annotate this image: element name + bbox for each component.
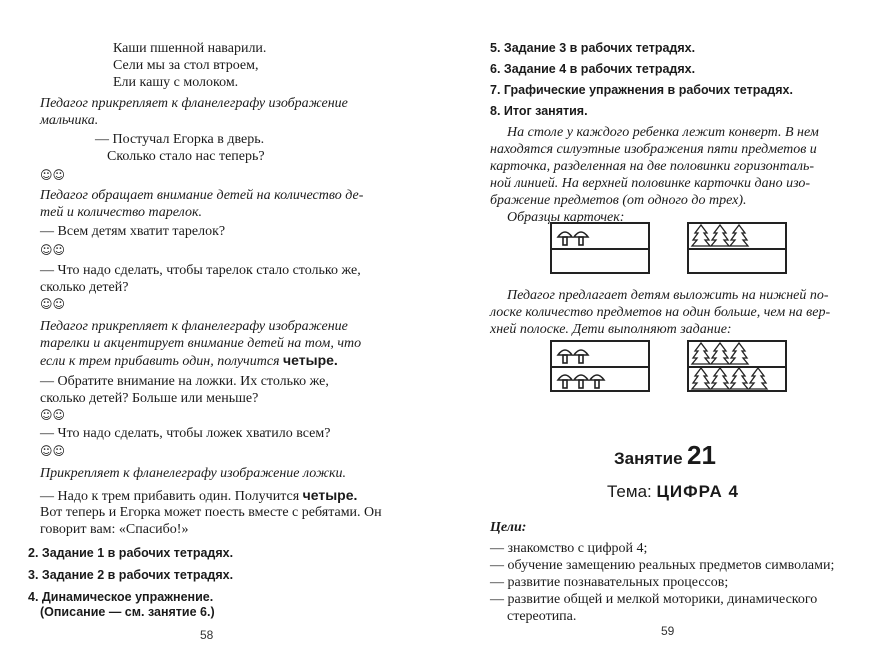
- task-item: 4. Динамическое упражнение.: [28, 590, 214, 604]
- instruction-text: находятся силуэтные изображения пяти предметов и: [490, 142, 817, 157]
- poem-line-3: Ели кашу с молоком.: [113, 75, 239, 90]
- dialogue-line: — Всем детям хватит тарелок?: [40, 224, 226, 239]
- dialogue-line: говорит вам: «Спасибо!»: [40, 522, 189, 537]
- goals-title: Цели:: [490, 520, 527, 535]
- dialogue-line: — Обратите внимание на ложки. Их столько же,: [40, 374, 329, 389]
- smiley-icon: ☺☺: [40, 243, 66, 257]
- dialogue-line: Вот теперь и Егорка может поесть вместе с ребятами. Он: [40, 505, 382, 520]
- task-item: 3. Задание 2 в рабочих тетрадях.: [28, 568, 234, 582]
- dialogue-line: — Постучал Егорка в дверь.: [95, 132, 265, 147]
- instruction-text: тей и количество тарелок.: [40, 205, 202, 220]
- dialogue-line: — Что надо сделать, чтобы ложек хватило всем?: [40, 426, 331, 441]
- dialogue-line: — Что надо сделать, чтобы тарелок стало столько же,: [40, 263, 361, 278]
- dialogue-line: — Надо к трем прибавить один. Получится четыре.: [40, 487, 358, 504]
- tree-icons: [689, 224, 785, 248]
- goal-item: — развитие познавательных процессов;: [490, 575, 729, 590]
- instruction-text: Педагог прикрепляет к фланелеграфу изображение: [40, 319, 348, 334]
- sample-card-trees: [687, 222, 787, 274]
- mushroom-icons: [552, 225, 648, 249]
- bold-word: четыре.: [302, 487, 358, 503]
- instruction-text: мальчика.: [40, 113, 99, 128]
- dialogue-line: сколько детей?: [40, 280, 129, 295]
- lesson-theme: Тема: ЦИФРА 4: [607, 482, 739, 501]
- instruction-text: если к трем прибавить один, получится четыре.: [40, 352, 338, 369]
- task-item: 6. Задание 4 в рабочих тетрадях.: [490, 62, 696, 76]
- instruction-text: На столе у каждого ребенка лежит конверт. В нем: [507, 125, 819, 140]
- task-item: 7. Графические упражнения в рабочих тетрадях.: [490, 83, 793, 97]
- smiley-icon: ☺☺: [40, 408, 66, 422]
- smiley-icon: ☺☺: [40, 444, 66, 458]
- lesson-heading: Занятие 21: [614, 440, 716, 470]
- instruction-text: карточка, разделенная на две половинки горизонталь-: [490, 159, 815, 174]
- goal-item: — развитие общей и мелкой моторики, динамического: [490, 592, 818, 607]
- instruction-text: ной линией. На верхней половинке карточки дано изо-: [490, 176, 811, 191]
- poem-line-2: Сели мы за стол втроем,: [113, 58, 259, 73]
- mushroom-icons: [552, 343, 648, 367]
- goal-item: — обучение замещению реальных предметов символами;: [490, 558, 835, 573]
- bold-word: четыре.: [283, 352, 338, 368]
- poem-line-1: Каши пшенной наварили.: [113, 41, 267, 56]
- sample-card-mushrooms: [550, 222, 650, 274]
- instruction-text: Прикрепляет к фланелеграфу изображение ложки.: [40, 466, 347, 481]
- samples-label: Образцы карточек:: [507, 210, 625, 225]
- smiley-icon: ☺☺: [40, 168, 66, 182]
- smiley-icon: ☺☺: [40, 297, 66, 311]
- instruction-text: бражение предметов (от одного до трех).: [490, 193, 747, 208]
- right-page: [440, 0, 880, 670]
- task-item: (Описание — см. занятие 6.): [40, 605, 215, 619]
- instruction-text: Педагог обращает внимание детей на количество де-: [40, 188, 364, 203]
- instruction-text: лоске количество предметов на один больше, чем на вер-: [490, 305, 831, 320]
- page-number: 58: [200, 628, 214, 642]
- dialogue-line: сколько детей? Больше или меньше?: [40, 391, 259, 406]
- tree-icons: [689, 342, 785, 366]
- instruction-text: Педагог предлагает детям выложить на нижней по-: [507, 288, 829, 303]
- instruction-text: Педагог прикрепляет к фланелеграфу изображение: [40, 96, 348, 111]
- goal-item: стереотипа.: [507, 609, 577, 624]
- goal-item: — знакомство с цифрой 4;: [490, 541, 648, 556]
- page-number: 59: [661, 624, 675, 638]
- task-item: 2. Задание 1 в рабочих тетрадях.: [28, 546, 234, 560]
- dialogue-line: Сколько стало нас теперь?: [107, 149, 265, 164]
- mushroom-icons: [552, 368, 648, 392]
- instruction-text: тарелки и акцентирует внимание детей на том, что: [40, 336, 362, 351]
- result-card-mushrooms: [550, 340, 650, 392]
- task-item: 5. Задание 3 в рабочих тетрадях.: [490, 41, 696, 55]
- tree-icons: [689, 367, 785, 391]
- instruction-text: хней полоске. Дети выполняют задание:: [490, 322, 732, 337]
- task-item: 8. Итог занятия.: [490, 104, 588, 118]
- result-card-trees: [687, 340, 787, 392]
